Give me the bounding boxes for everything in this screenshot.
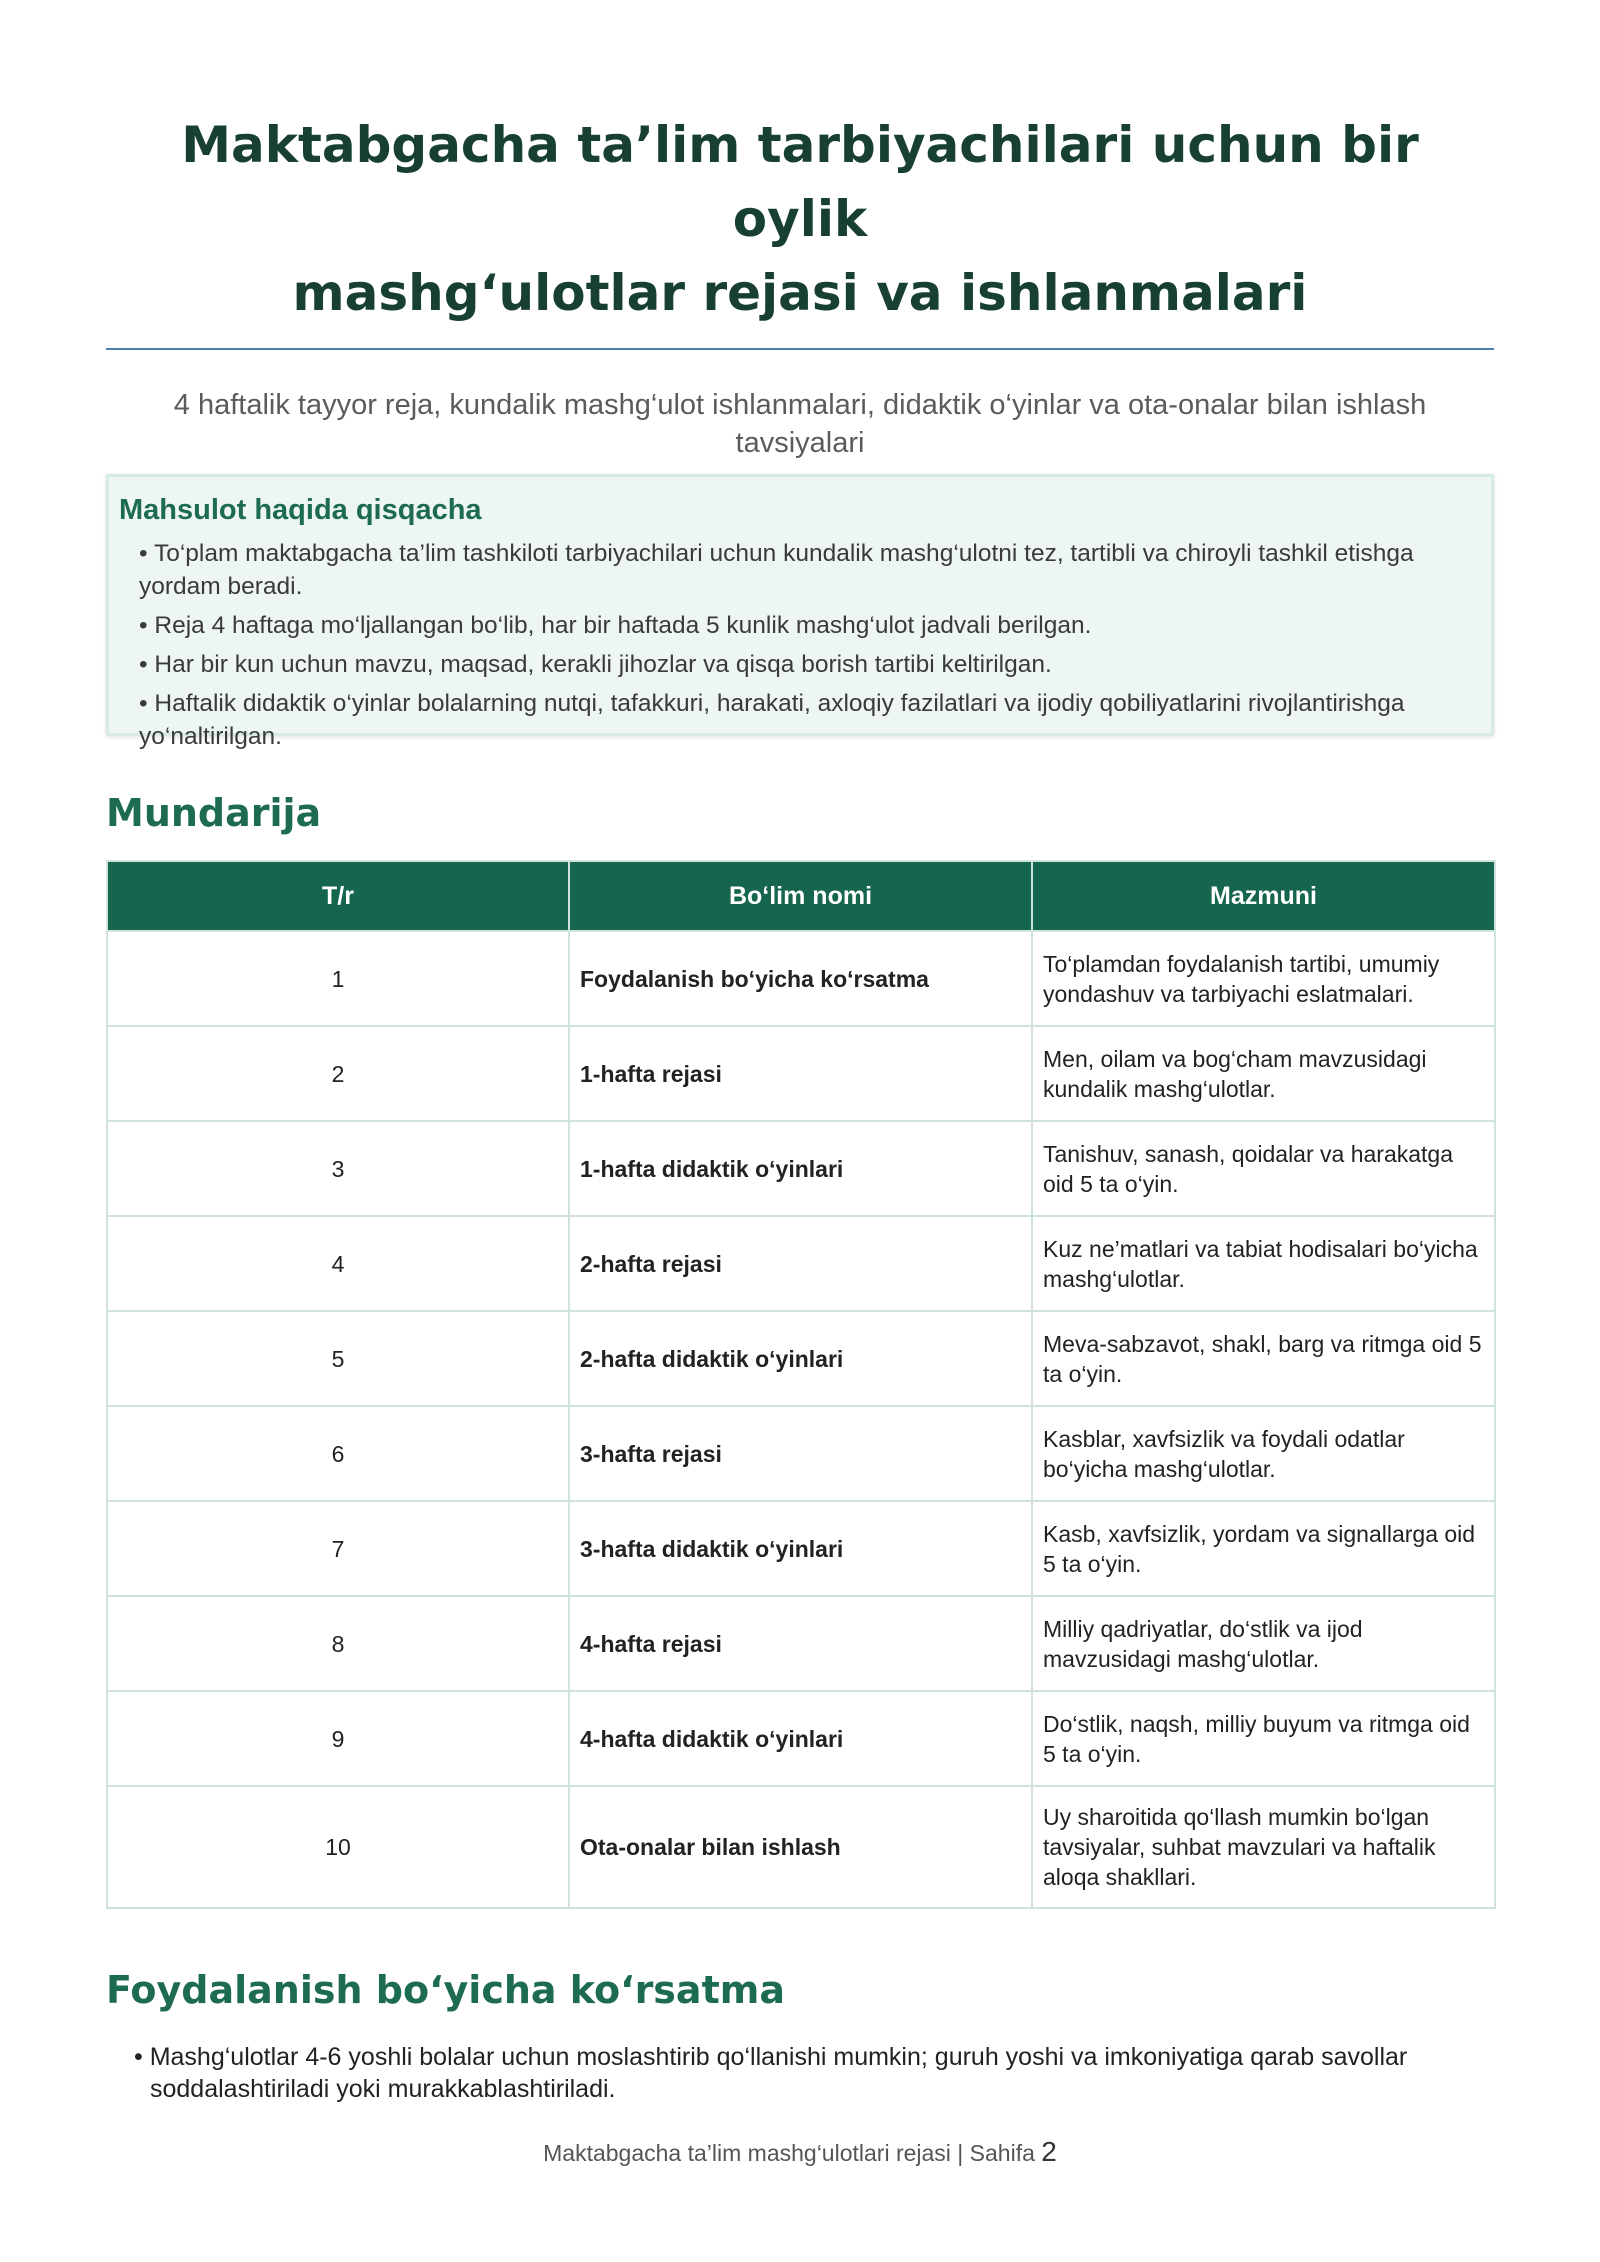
row-number: 5 [107, 1311, 569, 1406]
row-number: 3 [107, 1121, 569, 1216]
row-description: To‘plamdan foydalanish tartibi, umumiy yondashuv va tarbiyachi eslatmalari. [1032, 931, 1495, 1026]
row-description: Kuz ne’matlari va tabiat hodisalari bo‘yicha mashg‘ulotlar. [1032, 1216, 1495, 1311]
footer-text: Maktabgacha ta’lim mashg‘ulotlari rejasi | Sahifa [543, 2140, 1035, 2166]
row-section: Ota-onalar bilan ishlash [569, 1786, 1032, 1908]
title-line-2: mashg‘ulotlar rejasi va ishlanmalari [292, 264, 1308, 322]
row-number: 10 [107, 1786, 569, 1908]
page-footer [0, 2136, 1600, 2168]
table-row [107, 1121, 1495, 1216]
row-section: 2-hafta rejasi [569, 1216, 1032, 1311]
usage-heading: Foydalanish bo‘yicha ko‘rsatma [106, 1968, 785, 2012]
table-row [107, 1216, 1495, 1311]
table-row [107, 1501, 1495, 1596]
summary-item: • Reja 4 haftaga mo‘ljallangan bo‘lib, har bir haftada 5 kunlik mashg‘ulot jadvali berilgan. [139, 609, 1463, 642]
summary-heading: Mahsulot haqida qisqacha [119, 494, 482, 526]
row-section: 1-hafta didaktik o‘yinlari [569, 1121, 1032, 1216]
row-section: 1-hafta rejasi [569, 1026, 1032, 1121]
row-description: Tanishuv, sanash, qoidalar va harakatga oid 5 ta o‘yin. [1032, 1121, 1495, 1216]
summary-list [119, 537, 1463, 753]
table-row [107, 1026, 1495, 1121]
row-number: 4 [107, 1216, 569, 1311]
contents-table [106, 860, 1496, 1909]
page-number: 2 [1041, 2136, 1057, 2167]
row-section: 2-hafta didaktik o‘yinlari [569, 1311, 1032, 1406]
summary-item: • Haftalik didaktik o‘yinlar bolalarning nutqi, tafakkuri, harakati, axloqiy fazilatlari va ijodiy qobiliyatlarini rivojlantirishga yo‘naltirilgan. [139, 687, 1463, 753]
contents-heading: Mundarija [106, 791, 322, 835]
row-section: 4-hafta didaktik o‘yinlari [569, 1691, 1032, 1786]
table-header-row [107, 861, 1495, 931]
row-description: Uy sharoitida qo‘llash mumkin bo‘lgan tavsiyalar, suhbat mavzulari va haftalik aloqa shakllari. [1032, 1786, 1495, 1908]
usage-item: • Mashg‘ulotlar 4-6 yoshli bolalar uchun moslashtirib qo‘llanishi mumkin; guruh yoshi va imkoniyatiga qarab savollar soddalashtiriladi yoki murakkablashtiriladi. [124, 2041, 1494, 2105]
document-page [106, 0, 1494, 2105]
usage-list [106, 2041, 1494, 2105]
table-row [107, 1311, 1495, 1406]
row-description: Do‘stlik, naqsh, milliy buyum va ritmga oid 5 ta o‘yin. [1032, 1691, 1495, 1786]
row-section: 4-hafta rejasi [569, 1596, 1032, 1691]
table-row [107, 931, 1495, 1026]
row-number: 2 [107, 1026, 569, 1121]
title-line-1: Maktabgacha ta’lim tarbiyachilari uchun bir oylik [181, 116, 1419, 248]
row-number: 7 [107, 1501, 569, 1596]
document-subtitle: 4 haftalik tayyor reja, kundalik mashg‘ulot ishlanmalari, didaktik o‘yinlar va ota-onalar bilan ishlash tavsiyalari [173, 389, 1427, 459]
row-section: 3-hafta rejasi [569, 1406, 1032, 1501]
row-description: Milliy qadriyatlar, do‘stlik va ijod mavzusidagi mashg‘ulotlar. [1032, 1596, 1495, 1691]
row-section: 3-hafta didaktik o‘yinlari [569, 1501, 1032, 1596]
row-number: 8 [107, 1596, 569, 1691]
title-divider [106, 348, 1494, 350]
column-header-section: Bo‘lim nomi [569, 861, 1032, 931]
row-number: 1 [107, 931, 569, 1026]
column-header-content: Mazmuni [1032, 861, 1495, 931]
row-description: Meva-sabzavot, shakl, barg va ritmga oid 5 ta o‘yin. [1032, 1311, 1495, 1406]
row-section: Foydalanish bo‘yicha ko‘rsatma [569, 931, 1032, 1026]
row-number: 6 [107, 1406, 569, 1501]
table-row [107, 1786, 1495, 1908]
summary-item: • Har bir kun uchun mavzu, maqsad, kerakli jihozlar va qisqa borish tartibi keltirilgan. [139, 648, 1463, 681]
table-row [107, 1691, 1495, 1786]
summary-item: • To‘plam maktabgacha ta’lim tashkiloti tarbiyachilari uchun kundalik mashg‘ulotni tez, tartibli va chiroyli tashkil etishga yordam beradi. [139, 537, 1463, 603]
row-description: Kasblar, xavfsizlik va foydali odatlar bo‘yicha mashg‘ulotlar. [1032, 1406, 1495, 1501]
row-description: Men, oilam va bog‘cham mavzusidagi kundalik mashg‘ulotlar. [1032, 1026, 1495, 1121]
row-number: 9 [107, 1691, 569, 1786]
column-header-number: T/r [107, 861, 569, 931]
table-row [107, 1596, 1495, 1691]
summary-box [106, 474, 1494, 750]
row-description: Kasb, xavfsizlik, yordam va signallarga oid 5 ta o‘yin. [1032, 1501, 1495, 1596]
document-title [106, 108, 1494, 330]
table-row [107, 1406, 1495, 1501]
